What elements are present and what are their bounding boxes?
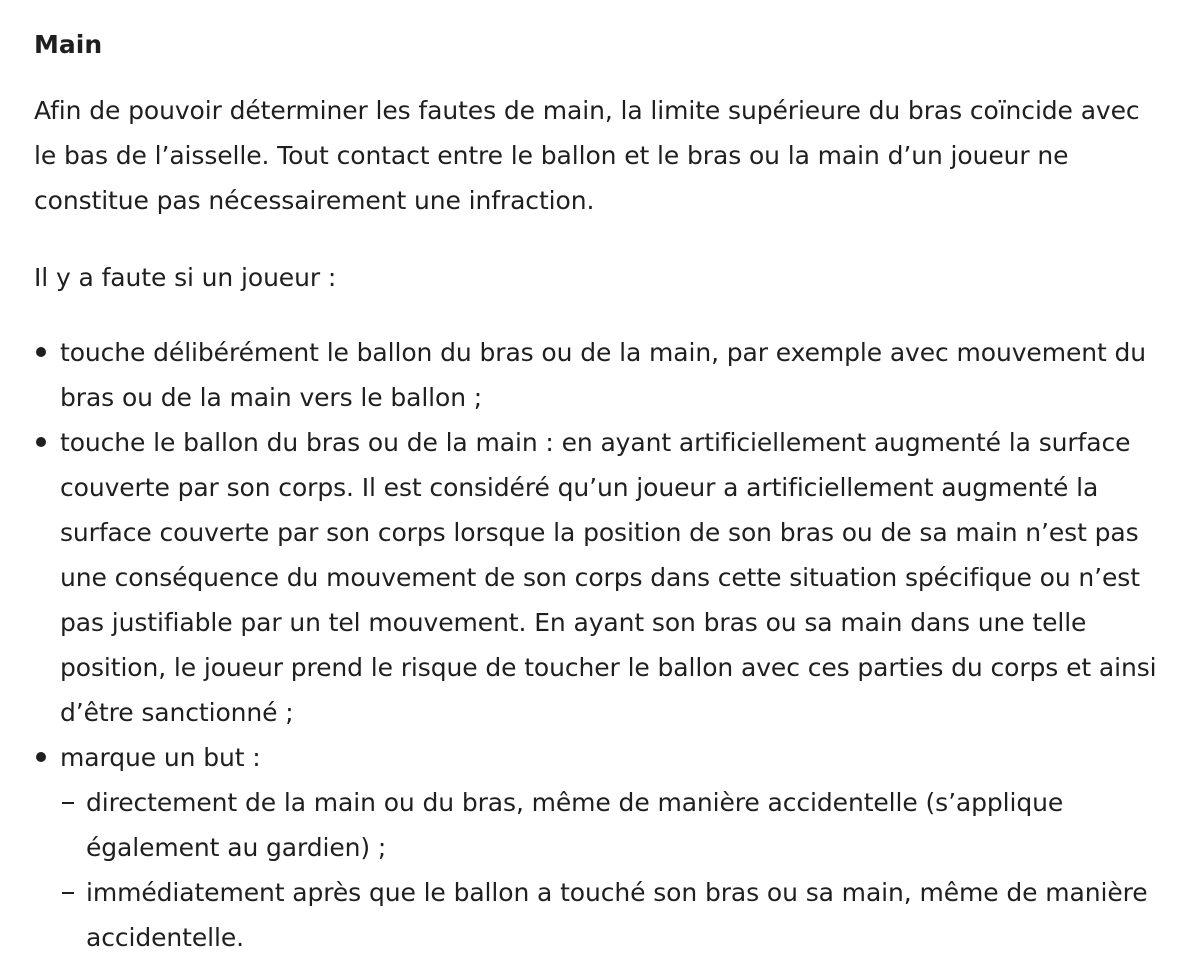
list-item-text: touche délibérément le ballon du bras ou de la main, par exemple avec mouvement du bras ou de la main vers le ballon ; <box>60 338 1147 412</box>
fault-list <box>34 330 1166 960</box>
sub-list-item-text: immédiatement après que le ballon a touché son bras ou sa main, même de manière accidentelle. <box>86 878 1148 952</box>
list-item <box>34 330 1166 420</box>
definition-paragraph: Afin de pouvoir déterminer les fautes de main, la limite supérieure du bras coïncide avec le bas de l’aisselle. Tout contact entre le ballon et le bras ou la main d’un joueur ne constitue pas nécessairement une infraction. <box>34 96 1140 215</box>
list-item-text: touche le ballon du bras ou de la main : en ayant artificiellement augmenté la surface couverte par son corps. Il est considéré qu’un joueur a artificiellement augmenté la surface couverte par son corps lorsque la position de son bras ou de sa main n’est pas une conséquence du mouvement de son corps dans cette situation spécifique ou n’est pas justifiable par un tel mouvement. En ayant son bras ou sa main dans une telle position, le joueur prend le risque de toucher le ballon avec ces parties du corps et ainsi d’être sanctionné ; <box>60 428 1157 727</box>
list-item <box>34 420 1166 735</box>
sub-list-item <box>60 780 1166 870</box>
sub-list-item-text: directement de la main ou du bras, même de manière accidentelle (s’applique également au gardien) ; <box>86 788 1064 862</box>
dash-icon <box>62 892 74 894</box>
sub-list-item <box>60 870 1166 960</box>
bullet-icon <box>36 347 46 357</box>
sub-list <box>60 780 1166 960</box>
list-item <box>34 735 1166 960</box>
intro-paragraph: Il y a faute si un joueur : <box>34 263 337 292</box>
dash-icon <box>62 802 74 804</box>
bullet-icon <box>36 437 46 447</box>
section-title: Main <box>34 30 103 59</box>
list-item-text: marque un but : <box>60 743 261 772</box>
bullet-icon <box>36 752 46 762</box>
